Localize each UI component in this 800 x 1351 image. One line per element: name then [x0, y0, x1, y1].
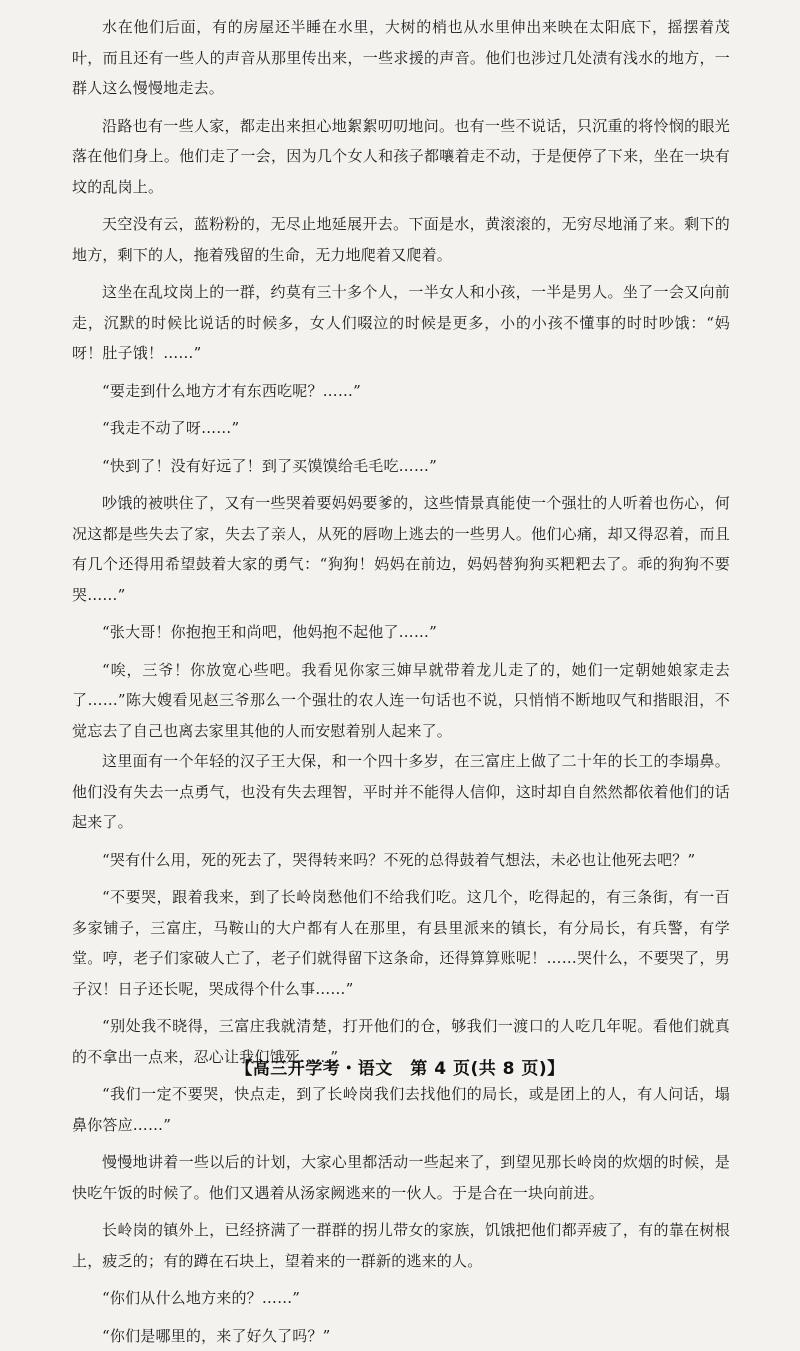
paragraph-1: 水在他们后面，有的房屋还半睡在水里，大树的梢也从水里伸出来映在太阳底下，摇摆着茂叶，而且还有一些人的声音从那里传出来，一些求援的声音。他们也涉过几处渍有浅水的地方，一群人这么慢慢地走去。 [72, 12, 730, 104]
paragraph-3: 天空没有云，蓝粉粉的，无尽止地延展开去。下面是水，黄滚滚的，无穷尽地涌了来。剩下的地方，剩下的人，拖着残留的生命，无力地爬着又爬着。 [72, 209, 730, 270]
paragraph-5: 吵饿的被哄住了，又有一些哭着要妈妈要爹的，这些情景真能使一个强壮的人听着也伤心，何况这都是些失去了家，失去了亲人，从死的唇吻上逃去的一些男人。他们心痛，却又得忍着，而且有几个还得用希望鼓着大家的勇气：“狗狗！妈妈在前边，妈妈替狗狗买粑粑去了。乖的狗狗不要哭……” [72, 488, 730, 610]
reading-passage [72, 12, 730, 1351]
paragraph-7: 这里面有一个年轻的汉子王大保，和一个四十多岁，在三富庄上做了二十年的长工的李塌鼻。他们没有失去一点勇气，也没有失去理智，平时并不能得人信仰，这时却自自然然都依着他们的话起来了。 [72, 746, 730, 838]
dialogue-line-1: “要走到什么地方才有东西吃呢？……” [72, 376, 730, 407]
paragraph-4: 这坐在乱坟岗上的一群，约莫有三十多个人，一半女人和小孩，一半是男人。坐了一会又向前走，沉默的时候比说话的时候多，女人们啜泣的时候是更多，小的小孩不懂事的时时吵饿：“妈呀！肚子饿！……” [72, 277, 730, 369]
paragraph-2: 沿路也有一些人家，都走出来担心地絮絮叨叨地问。也有一些不说话，只沉重的将怜悯的眼光落在他们身上。他们走了一会，因为几个女人和孩子都嚷着走不动，于是便停了下来，坐在一块有坟的乱岗上。 [72, 111, 730, 203]
dialogue-line-10: “你们是哪里的，来了好久了吗？” [72, 1321, 730, 1351]
paragraph-9: 长岭岗的镇外上，已经挤满了一群群的拐儿带女的家族，饥饿把他们都弄疲了，有的靠在树根上，疲乏的；有的蹲在石块上，望着来的一群新的逃来的人。 [72, 1215, 730, 1276]
dialogue-line-3: “快到了！没有好远了！到了买馍馍给毛毛吃……” [72, 451, 730, 482]
dialogue-line-8: “我们一定不要哭，快点走，到了长岭岗我们去找他们的局长，或是团上的人，有人问话，塌鼻你答应……” [72, 1079, 730, 1140]
dialogue-line-4: “张大哥！你抱抱王和尚吧，他妈抱不起他了……” [72, 617, 730, 648]
paragraph-6: “唉，三爷！你放宽心些吧。我看见你家三婶早就带着龙儿走了的，她们一定朝她娘家走去了……”陈大嫂看见赵三爷那么一个强壮的农人连一句话也不说，只悄悄不断地叹气和揩眼泪，不觉忘去了自己也离去家里其他的人而安慰着别人起来了。 [72, 655, 730, 747]
dialogue-line-6: “不要哭，跟着我来，到了长岭岗愁他们不给我们吃。这几个，吃得起的，有三条街，有一百多家铺子，三富庄，马鞍山的大户都有人在那里，有县里派来的镇长，有分局长，有兵警，有学堂。哼，老子们家破人亡了，老子们就得留下这条命，还得算算账呢！……哭什么，不要哭了，男子汉！日子还长呢，哭成得个什么事……” [72, 882, 730, 1004]
paragraph-8: 慢慢地讲着一些以后的计划，大家心里都活动一些起来了，到望见那长岭岗的炊烟的时候，是快吃午饭的时候了。他们又遇着从汤家阙逃来的一伙人。于是合在一块向前进。 [72, 1147, 730, 1208]
page-footer: 【高三开学考・语文 第 4 页(共 8 页)】 [0, 1054, 800, 1079]
dialogue-line-5: “哭有什么用，死的死去了，哭得转来吗？不死的总得鼓着气想法，未必也让他死去吧？” [72, 845, 730, 876]
dialogue-line-2: “我走不动了呀……” [72, 413, 730, 444]
dialogue-line-7: “别处我不晓得，三富庄我就清楚，打开他们的仓，够我们一渡口的人吃几年呢。看他们就真的不拿出一点来，忍心让我们饿死……” [72, 1011, 730, 1072]
dialogue-line-9: “你们从什么地方来的？……” [72, 1283, 730, 1314]
